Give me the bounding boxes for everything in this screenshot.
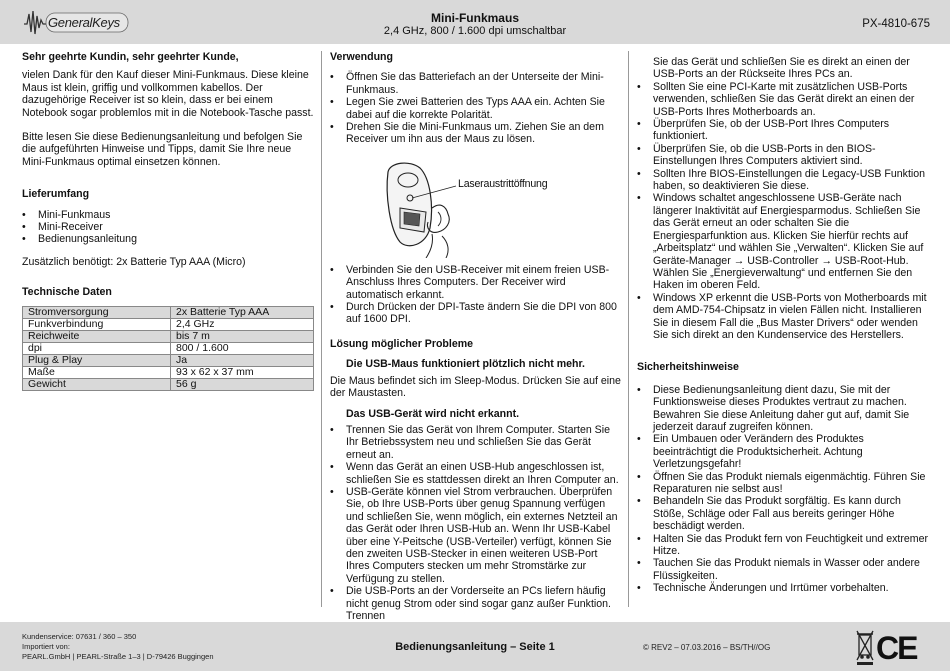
list-item: • Sollten Sie eine PCI-Karte mit zusätzlichen USB-Ports verwenden, schließen Sie das Gerät direkt an einen der USB-Ports Ihres Motherboards an. [637, 80, 915, 118]
table-row: Maße 93 x 62 x 37 mm [23, 366, 314, 378]
read-paragraph: Bitte lesen Sie diese Bedienungsanleitung und befolgen Sie die aufgeführten Hinweise und Tipps, damit Sie Ihre neue Mini-Funkmaus optimal einsetzen können. [22, 131, 303, 168]
table-row: Funkverbindung 2,4 GHz [23, 318, 314, 330]
mouse-underside-illustration [330, 150, 621, 258]
list-item: • Drehen Sie die Mini-Funkmaus um. Ziehen Sie an dem Receiver um ihn aus der Maus zu lösen. [330, 121, 604, 146]
list-item: • Windows XP erkennt die USB-Ports von Motherboards mit dem AMD-754-Chipsatz in vielen Fällen nicht. Installieren Sie in diesem Fall die „Bus Master Drivers“ oder wenden Sie sich direkt an den Kundenservice des Herstellers. [637, 291, 927, 341]
list-item: • Diese Bedienungsanleitung dient dazu, Sie mit der Funktionsweise dieses Produktes vertraut zu machen. Bewahren Sie diese Anleitung daher gut auf, damit Sie jederzeit darauf zugreifen können. [637, 383, 910, 433]
table-row: Plug & Play Ja [23, 354, 314, 366]
column-right [637, 56, 930, 605]
list-item: • Überprüfen Sie, ob der USB-Port Ihres Computers funktioniert. [637, 118, 890, 143]
list-item: • Bedienungsanleitung [22, 233, 137, 246]
problem-1-text: Die Maus befindet sich im Sleep-Modus. Drücken Sie auf eine der Maustasten. [330, 374, 621, 400]
list-item: • Behandeln Sie das Produkt sorgfältig. Es kann durch Stöße, Schläge oder Fall aus bereits geringer Höhe beschädigt werden. [637, 495, 901, 533]
list-item: • Mini-Receiver [22, 221, 103, 234]
column-divider [321, 51, 322, 607]
problem-2-list [330, 424, 621, 623]
doc-subtitle: 2,4 GHz, 800 / 1.600 dpi umschaltbar [383, 25, 567, 37]
additional-note: Zusätzlich benötigt: 2x Batterie Typ AAA (Micro) [22, 255, 246, 268]
column-middle [330, 51, 621, 632]
table-row: Stromversorgung 2x Batterie Typ AAA [23, 306, 314, 318]
tech-table [22, 306, 314, 391]
list-item: • Durch Drücken der DPI-Taste ändern Sie die DPI von 800 auf 1600 DPI. [330, 301, 617, 326]
list-item: • Ein Umbauen oder Verändern des Produktes beeinträchtigt die Produktsicherheit. Achtung Verletzungsgefahr! [637, 433, 864, 471]
list-item: • Die USB-Ports an der Vorderseite an PCs liefern häufig nicht genug Strom oder sind sogar ganz außer Funktion. Trennen [330, 585, 611, 622]
continued-text: Sie das Gerät und schließen Sie es direkt an einen der USB-Ports an der Rückseite Ihres PCs an. [653, 56, 910, 81]
greeting: Sehr geehrte Kundin, sehr geehrter Kunde, [22, 51, 239, 63]
list-item: • Öffnen Sie das Produkt niemals eigenmächtig. Führen Sie Reparaturen nie selbst aus! [637, 470, 926, 495]
scope-heading: Lieferumfang [22, 188, 90, 201]
intro-paragraph: vielen Dank für den Kauf dieser Mini-Funkmaus. Diese kleine Maus ist klein, griffig und vollkommen kabellos. Der dazugehörige Receiver ist so klein, dass er bei einem Notebook sogar problemlos mit in die Notebook-Tasche passt. [22, 69, 314, 119]
weee-bin-icon [856, 627, 874, 667]
list-item: • Sollten Ihre BIOS-Einstellungen die Legacy-USB Funktion haben, so deaktivieren Sie diese. [637, 167, 926, 193]
column-left [22, 51, 314, 391]
list-item: • Technische Änderungen und Irrtümer vorbehalten. [637, 582, 889, 595]
list-item: • Windows schaltet angeschlossene USB-Geräte nach längerer Inaktivität auf Energiesparmodus. Schließen Sie das Gerät erneut an oder schalten Sie die Energiesparfunktion aus. Klicken Sie hierfür rechts auf „Arbeitsplatz“ und wählen Sie „Verwalten“. Klicken Sie auf Geräte-Manager → USB-Controller → USB-Root-Hub. Wählen Sie „Energieverwaltung“ und entfernen Sie den Haken im oberen Feld. [637, 192, 924, 292]
table-row: Gewicht 56 g [23, 378, 314, 390]
importer-label: Importiert von: [22, 642, 70, 651]
safety-list [637, 384, 930, 595]
usage-list-2 [330, 264, 621, 326]
footer-bar [0, 622, 950, 671]
ce-mark-icon: CE [876, 630, 917, 666]
problem-1-heading: Die USB-Maus funktioniert plötzlich nicht mehr. [346, 358, 585, 371]
scope-list [22, 209, 314, 246]
usage-list [330, 71, 621, 145]
list-item: • USB-Geräte können viel Strom verbrauchen. Überprüfen Sie, ob Ihre USB-Ports über genug Spannung verfügen und schließen Sie, wenn möglich, ein externes Netzteil an das Gerät oder Ihren USB-Hub an. Wenn Ihr USB-Kabel über eine Y-Peitsche (USB-Verteiler) verfügt, können Sie den zweiten USB-Stecker in einen weiteren USB-Port Ihres Computers stecken um mehr Stromstärke zur Verfügung zu stellen. [330, 485, 618, 585]
service-line: Kundenservice: 07631 / 360 – 350 [22, 632, 137, 641]
doc-title: Mini-Funkmaus [430, 11, 519, 25]
list-item: • Verbinden Sie den USB-Receiver mit einem freien USB-Anschluss Ihres Computers. Der Receiver wird automatisch erkannt. [330, 263, 610, 301]
mouse-illustration-icon [330, 150, 621, 258]
usage-heading: Verwendung [330, 51, 393, 63]
column-divider [628, 51, 629, 607]
list-item: • Trennen Sie das Gerät von Ihrem Computer. Starten Sie Ihr Betriebssystem neu und schließen Sie das Gerät erneut an. [330, 423, 610, 461]
list-item: • Wenn das Gerät an einen USB-Hub angeschlossen ist, schließen Sie es stattdessen direkt an Ihren Computer an. [330, 461, 619, 486]
list-item: • Mini-Funkmaus [22, 208, 111, 221]
safety-heading: Sicherheitshinweise [637, 361, 739, 374]
table-row: dpi 800 / 1.600 [23, 342, 314, 354]
table-row: Reichweite bis 7 m [23, 330, 314, 342]
logo-text: GeneralKeys [48, 15, 120, 30]
list-item: • Öffnen Sie das Batteriefach an der Unterseite der Mini-Funkmaus. [330, 71, 604, 96]
revision-info: © REV2 – 07.03.2016 – BS/TH//OG [643, 643, 771, 652]
list-item: • Halten Sie das Produkt fern von Feuchtigkeit und extremer Hitze. [637, 532, 928, 558]
tech-heading: Technische Daten [22, 286, 112, 299]
figure-label: Laseraustrittöffnung [458, 177, 548, 190]
article-number: PX-4810-675 [862, 18, 930, 30]
header-bar [0, 0, 950, 44]
trouble-heading: Lösung möglicher Probleme [330, 337, 474, 350]
list-item: • Tauchen Sie das Produkt niemals in Wasser oder andere Flüssigkeiten. [637, 557, 920, 582]
page-label: Bedienungsanleitung – Seite 1 [395, 641, 555, 653]
list-item: • Legen Sie zwei Batterien des Typs AAA ein. Achten Sie dabei auf die korrekte Polarität. [330, 96, 605, 121]
importer-address: PEARL.GmbH | PEARL-Straße 1–3 | D-79426 Buggingen [22, 652, 214, 661]
problem-2-heading: Das USB-Gerät wird nicht erkannt. [346, 407, 520, 420]
troubleshoot-list [637, 81, 930, 342]
list-item: • Überprüfen Sie, ob die USB-Ports in den BIOS-Einstellungen Ihres Computers aktiviert sind. [637, 142, 876, 168]
